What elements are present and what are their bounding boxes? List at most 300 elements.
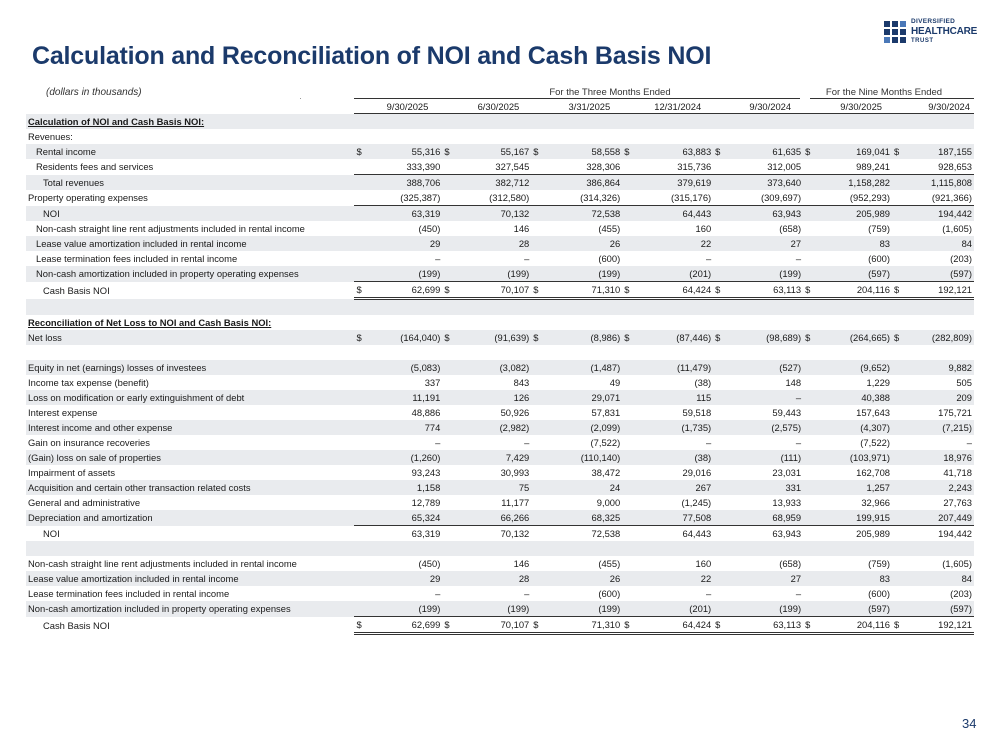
value-cell: 386,864	[541, 175, 622, 191]
value-cell: 204,116	[813, 617, 892, 634]
value-cell: 7,429	[452, 450, 531, 465]
column-header: 6/30/2025	[442, 100, 531, 114]
value-cell: 84	[902, 571, 974, 586]
value-cell: –	[723, 390, 803, 405]
value-cell: (91,639)	[452, 330, 531, 345]
value-cell: 315,736	[632, 159, 713, 175]
value-cell	[902, 129, 974, 144]
currency-cell	[622, 114, 632, 130]
currency-cell: $	[713, 330, 723, 345]
value-cell: (110,140)	[541, 450, 622, 465]
currency-cell	[892, 510, 902, 526]
currency-cell	[892, 420, 902, 435]
value-cell	[723, 114, 803, 130]
nine-months-rule	[810, 98, 974, 99]
value-cell	[365, 299, 443, 316]
value-cell: (597)	[813, 601, 892, 617]
currency-cell: $	[892, 144, 902, 159]
value-cell: 843	[513, 377, 530, 388]
currency-cell: $	[442, 330, 452, 345]
currency-cell	[892, 556, 902, 571]
currency-cell	[892, 375, 902, 390]
value-cell: 64,443	[632, 206, 713, 222]
stray-dot	[300, 98, 301, 99]
row-label: Interest income and other expense	[26, 420, 354, 435]
value-cell: 2,243	[902, 480, 974, 495]
value-cell: 57,831	[591, 407, 621, 418]
currency-cell	[622, 345, 632, 360]
value-cell	[541, 129, 622, 144]
value-cell: 24	[541, 480, 622, 495]
row-label	[26, 541, 354, 556]
currency-cell	[713, 175, 723, 191]
currency-cell	[531, 556, 541, 571]
currency-cell	[892, 159, 902, 175]
currency-cell	[622, 251, 632, 266]
table-row	[26, 190, 974, 206]
value-cell: (1,487)	[541, 360, 622, 375]
value-cell: 333,390	[365, 159, 443, 175]
currency-cell	[892, 480, 902, 495]
value-cell: –	[524, 588, 530, 599]
row-label: Lease value amortization included in rental income	[26, 236, 354, 251]
currency-cell	[442, 236, 452, 251]
value-cell: 337	[424, 377, 441, 388]
currency-cell	[803, 510, 813, 526]
value-cell	[452, 299, 531, 316]
currency-cell	[354, 190, 364, 206]
value-cell: 331	[723, 480, 803, 495]
value-cell: (315,176)	[632, 190, 713, 206]
value-cell: (3,082)	[452, 360, 531, 375]
currency-cell	[531, 450, 541, 465]
currency-cell	[892, 435, 902, 450]
value-cell: (199)	[723, 601, 803, 617]
column-header: 9/30/2025	[354, 100, 442, 114]
currency-cell	[622, 221, 632, 236]
value-cell: 1,229	[866, 377, 891, 388]
row-label: Cash Basis NOI	[43, 619, 110, 631]
row-label: Lease termination fees included in rental income	[28, 588, 230, 599]
row-label: Non-cash straight line rent adjustments included in rental income	[28, 558, 297, 569]
currency-cell	[713, 129, 723, 144]
value-cell	[723, 129, 803, 144]
table-row	[26, 144, 974, 159]
value-cell	[365, 129, 443, 144]
column-header: 3/31/2025	[531, 100, 622, 114]
value-cell: (325,387)	[365, 190, 443, 206]
value-cell: 505	[956, 377, 972, 388]
value-cell: 59,518	[682, 407, 712, 418]
value-cell: 209	[902, 390, 974, 405]
currency-cell	[354, 360, 364, 375]
value-cell: 38,472	[591, 467, 621, 478]
currency-cell	[442, 465, 452, 480]
currency-cell	[892, 450, 902, 465]
currency-cell	[803, 495, 813, 510]
currency-cell: $	[713, 144, 723, 159]
column-header-row	[26, 100, 974, 114]
table-row	[26, 556, 974, 571]
currency-cell	[531, 221, 541, 236]
currency-cell	[442, 390, 452, 405]
value-cell: 157,643	[856, 407, 891, 418]
row-label: Equity in net (earnings) losses of investees	[26, 360, 354, 375]
value-cell: 989,241	[813, 159, 892, 175]
currency-cell	[803, 390, 813, 405]
currency-cell: $	[713, 282, 723, 299]
value-cell: (203)	[950, 253, 972, 264]
currency-cell	[803, 114, 813, 130]
value-cell: 26	[541, 236, 622, 251]
value-cell: (921,366)	[902, 190, 974, 206]
currency-cell	[622, 390, 632, 405]
currency-cell: $	[803, 330, 813, 345]
currency-cell	[803, 266, 813, 282]
value-cell: 160	[695, 223, 712, 234]
table-row	[26, 129, 974, 144]
value-cell: 62,699	[365, 617, 443, 634]
value-cell: 205,989	[856, 528, 891, 539]
currency-cell: $	[803, 282, 813, 299]
value-cell: 84	[902, 236, 974, 251]
value-cell: 70,132	[452, 206, 531, 222]
currency-cell	[622, 541, 632, 556]
currency-cell	[713, 480, 723, 495]
value-cell: (455)	[598, 558, 621, 569]
value-cell: 71,310	[541, 617, 622, 634]
value-cell: (199)	[541, 266, 622, 282]
table-row	[26, 571, 974, 586]
currency-cell	[892, 221, 902, 236]
row-label	[26, 299, 354, 316]
value-cell: 175,721	[938, 407, 972, 418]
currency-cell	[803, 206, 813, 222]
currency-cell	[354, 450, 364, 465]
currency-cell	[354, 541, 364, 556]
currency-cell	[531, 435, 541, 450]
value-cell	[632, 114, 713, 130]
value-cell: 382,712	[452, 175, 531, 191]
currency-cell	[442, 251, 452, 266]
currency-cell	[442, 299, 452, 316]
value-cell: 194,442	[938, 528, 972, 539]
currency-cell	[803, 360, 813, 375]
value-cell: 63,943	[723, 206, 803, 222]
currency-cell	[354, 526, 364, 542]
value-cell: (201)	[632, 601, 713, 617]
value-cell: (7,522)	[590, 437, 621, 448]
value-cell: 83	[813, 236, 892, 251]
value-cell: 373,640	[723, 175, 803, 191]
currency-cell	[622, 465, 632, 480]
value-cell: 48,886	[411, 407, 441, 418]
currency-cell: $	[354, 144, 364, 159]
value-cell: 13,933	[772, 497, 802, 508]
currency-cell	[531, 495, 541, 510]
value-cell: 41,718	[943, 467, 972, 478]
currency-cell	[354, 465, 364, 480]
currency-cell	[622, 495, 632, 510]
currency-cell	[354, 175, 364, 191]
currency-cell	[622, 510, 632, 526]
table-row	[26, 526, 974, 542]
currency-cell	[442, 360, 452, 375]
currency-cell	[622, 450, 632, 465]
value-cell: (1,605)	[942, 223, 972, 234]
currency-cell	[803, 175, 813, 191]
value-cell	[723, 541, 803, 556]
currency-cell: $	[442, 617, 452, 634]
value-cell: (527)	[723, 360, 803, 375]
value-cell	[902, 299, 974, 316]
currency-cell	[442, 206, 452, 222]
value-cell: (87,446)	[632, 330, 713, 345]
value-cell: 1,115,808	[902, 175, 974, 191]
currency-cell: $	[622, 144, 632, 159]
currency-cell	[354, 221, 364, 236]
column-header: 9/30/2024	[713, 100, 803, 114]
value-cell: (450)	[418, 223, 441, 234]
currency-cell	[354, 315, 364, 330]
currency-cell	[442, 190, 452, 206]
value-cell: (2,982)	[452, 420, 531, 435]
currency-cell	[892, 571, 902, 586]
value-cell: 146	[513, 558, 530, 569]
value-cell: (597)	[902, 601, 974, 617]
currency-cell	[713, 405, 723, 420]
spacer-row	[26, 345, 974, 360]
currency-cell	[803, 601, 813, 617]
value-cell	[452, 315, 531, 330]
value-cell: (759)	[868, 223, 891, 234]
currency-cell	[892, 299, 902, 316]
currency-cell	[892, 315, 902, 330]
value-cell: 27	[723, 571, 803, 586]
row-label: NOI	[26, 206, 354, 222]
currency-cell	[803, 571, 813, 586]
currency-cell	[354, 586, 364, 601]
currency-cell	[892, 390, 902, 405]
table-row	[26, 221, 974, 236]
row-label: Residents fees and services	[36, 161, 154, 173]
currency-cell	[713, 251, 723, 266]
currency-cell	[354, 159, 364, 175]
currency-cell	[713, 190, 723, 206]
value-cell: 194,442	[902, 206, 974, 222]
currency-cell	[531, 129, 541, 144]
value-cell: 55,316	[365, 144, 443, 159]
row-label: Depreciation and amortization	[26, 510, 354, 526]
currency-cell	[531, 571, 541, 586]
currency-cell	[713, 450, 723, 465]
value-cell: 59,443	[772, 407, 802, 418]
value-cell: 63,319	[411, 528, 441, 539]
value-cell: 1,158,282	[813, 175, 892, 191]
value-cell: 63,319	[365, 206, 443, 222]
currency-cell	[892, 251, 902, 266]
value-cell: (597)	[902, 266, 974, 282]
table-row	[26, 175, 974, 191]
currency-cell: $	[531, 617, 541, 634]
currency-cell	[442, 175, 452, 191]
logo-icon	[884, 21, 906, 43]
currency-cell	[622, 159, 632, 175]
currency-cell: $	[354, 330, 364, 345]
value-cell: (264,665)	[813, 330, 892, 345]
value-cell: 83	[813, 571, 892, 586]
value-cell	[723, 299, 803, 316]
value-cell: (309,697)	[723, 190, 803, 206]
currency-cell	[442, 315, 452, 330]
currency-cell	[442, 571, 452, 586]
value-cell: (282,809)	[902, 330, 974, 345]
table-row	[26, 282, 974, 299]
currency-cell	[622, 206, 632, 222]
value-cell	[541, 114, 622, 130]
currency-cell	[803, 405, 813, 420]
value-cell: (600)	[598, 588, 621, 599]
value-cell	[541, 299, 622, 316]
row-label: Non-cash straight line rent adjustments included in rental income	[36, 223, 305, 234]
value-cell: 9,000	[596, 497, 621, 508]
value-cell: (2,099)	[541, 420, 622, 435]
currency-cell	[531, 299, 541, 316]
value-cell: (11,479)	[632, 360, 713, 375]
currency-cell	[531, 175, 541, 191]
value-cell: (7,522)	[860, 437, 891, 448]
value-cell: 160	[695, 558, 712, 569]
currency-cell	[892, 266, 902, 282]
currency-cell	[622, 601, 632, 617]
value-cell	[365, 114, 443, 130]
currency-cell	[622, 299, 632, 316]
currency-cell	[442, 159, 452, 175]
currency-cell	[531, 360, 541, 375]
currency-cell: $	[622, 282, 632, 299]
value-cell: 71,310	[541, 282, 622, 299]
column-header: 12/31/2024	[622, 100, 713, 114]
value-cell: 199,915	[813, 510, 892, 526]
value-cell: 126	[452, 390, 531, 405]
currency-cell	[354, 480, 364, 495]
row-label: Impairment of assets	[28, 467, 116, 478]
currency-cell	[622, 420, 632, 435]
currency-cell	[713, 420, 723, 435]
value-cell: (9,652)	[813, 360, 892, 375]
currency-cell	[892, 206, 902, 222]
currency-cell	[622, 405, 632, 420]
currency-cell	[713, 315, 723, 330]
value-cell: (199)	[723, 266, 803, 282]
currency-cell	[803, 420, 813, 435]
currency-cell	[713, 435, 723, 450]
value-cell: 63,883	[632, 144, 713, 159]
currency-cell	[622, 556, 632, 571]
value-cell: 63,113	[723, 282, 803, 299]
currency-cell	[622, 360, 632, 375]
currency-cell	[442, 586, 452, 601]
value-cell: (199)	[365, 601, 443, 617]
currency-cell	[531, 405, 541, 420]
currency-cell	[531, 266, 541, 282]
currency-cell	[622, 315, 632, 330]
value-cell: 11,177	[501, 497, 530, 508]
value-cell: (314,326)	[541, 190, 622, 206]
row-label: Loss on modification or early extinguishment of debt	[26, 390, 354, 405]
logo-text-line2: HEALTHCARE	[911, 25, 978, 37]
currency-cell	[442, 221, 452, 236]
currency-cell	[442, 495, 452, 510]
currency-cell	[622, 236, 632, 251]
value-cell	[902, 315, 974, 330]
currency-cell	[803, 480, 813, 495]
currency-cell	[531, 315, 541, 330]
financial-table	[26, 100, 974, 635]
row-label: Non-cash amortization included in property operating expenses	[26, 266, 354, 282]
value-cell: 28	[452, 236, 531, 251]
currency-cell	[713, 556, 723, 571]
value-cell: 146	[513, 223, 530, 234]
currency-cell	[531, 541, 541, 556]
value-cell: –	[435, 437, 441, 448]
currency-cell: $	[531, 330, 541, 345]
value-cell: 774	[365, 420, 443, 435]
value-cell: (1,735)	[632, 420, 713, 435]
currency-cell	[713, 299, 723, 316]
currency-cell	[713, 206, 723, 222]
row-label: Acquisition and certain other transaction related costs	[26, 480, 354, 495]
currency-cell: $	[622, 617, 632, 634]
currency-cell	[442, 420, 452, 435]
value-cell: –	[795, 588, 802, 599]
currency-cell: $	[442, 144, 452, 159]
currency-cell	[531, 601, 541, 617]
value-cell: 267	[632, 480, 713, 495]
currency-cell	[622, 526, 632, 542]
value-cell: 49	[609, 377, 621, 388]
value-cell: 11,191	[365, 390, 443, 405]
value-cell: 29	[365, 236, 443, 251]
value-cell	[813, 299, 892, 316]
currency-cell	[892, 175, 902, 191]
currency-cell: $	[713, 617, 723, 634]
currency-cell	[354, 266, 364, 282]
table-row	[26, 159, 974, 175]
value-cell: 77,508	[632, 510, 713, 526]
value-cell: 1,257	[813, 480, 892, 495]
currency-cell	[354, 556, 364, 571]
value-cell: 75	[452, 480, 531, 495]
currency-cell	[354, 495, 364, 510]
currency-cell	[622, 571, 632, 586]
currency-cell	[354, 435, 364, 450]
value-cell: 93,243	[411, 467, 441, 478]
value-cell	[365, 345, 443, 360]
currency-cell	[713, 510, 723, 526]
table-row	[26, 465, 974, 480]
value-cell	[365, 541, 443, 556]
currency-cell	[713, 541, 723, 556]
currency-cell	[892, 541, 902, 556]
table-row	[26, 206, 974, 222]
table-row	[26, 510, 974, 526]
value-cell	[632, 345, 713, 360]
currency-cell: $	[892, 617, 902, 634]
value-cell: 162,708	[856, 467, 891, 478]
value-cell: 23,031	[772, 467, 802, 478]
value-cell: 64,424	[632, 282, 713, 299]
